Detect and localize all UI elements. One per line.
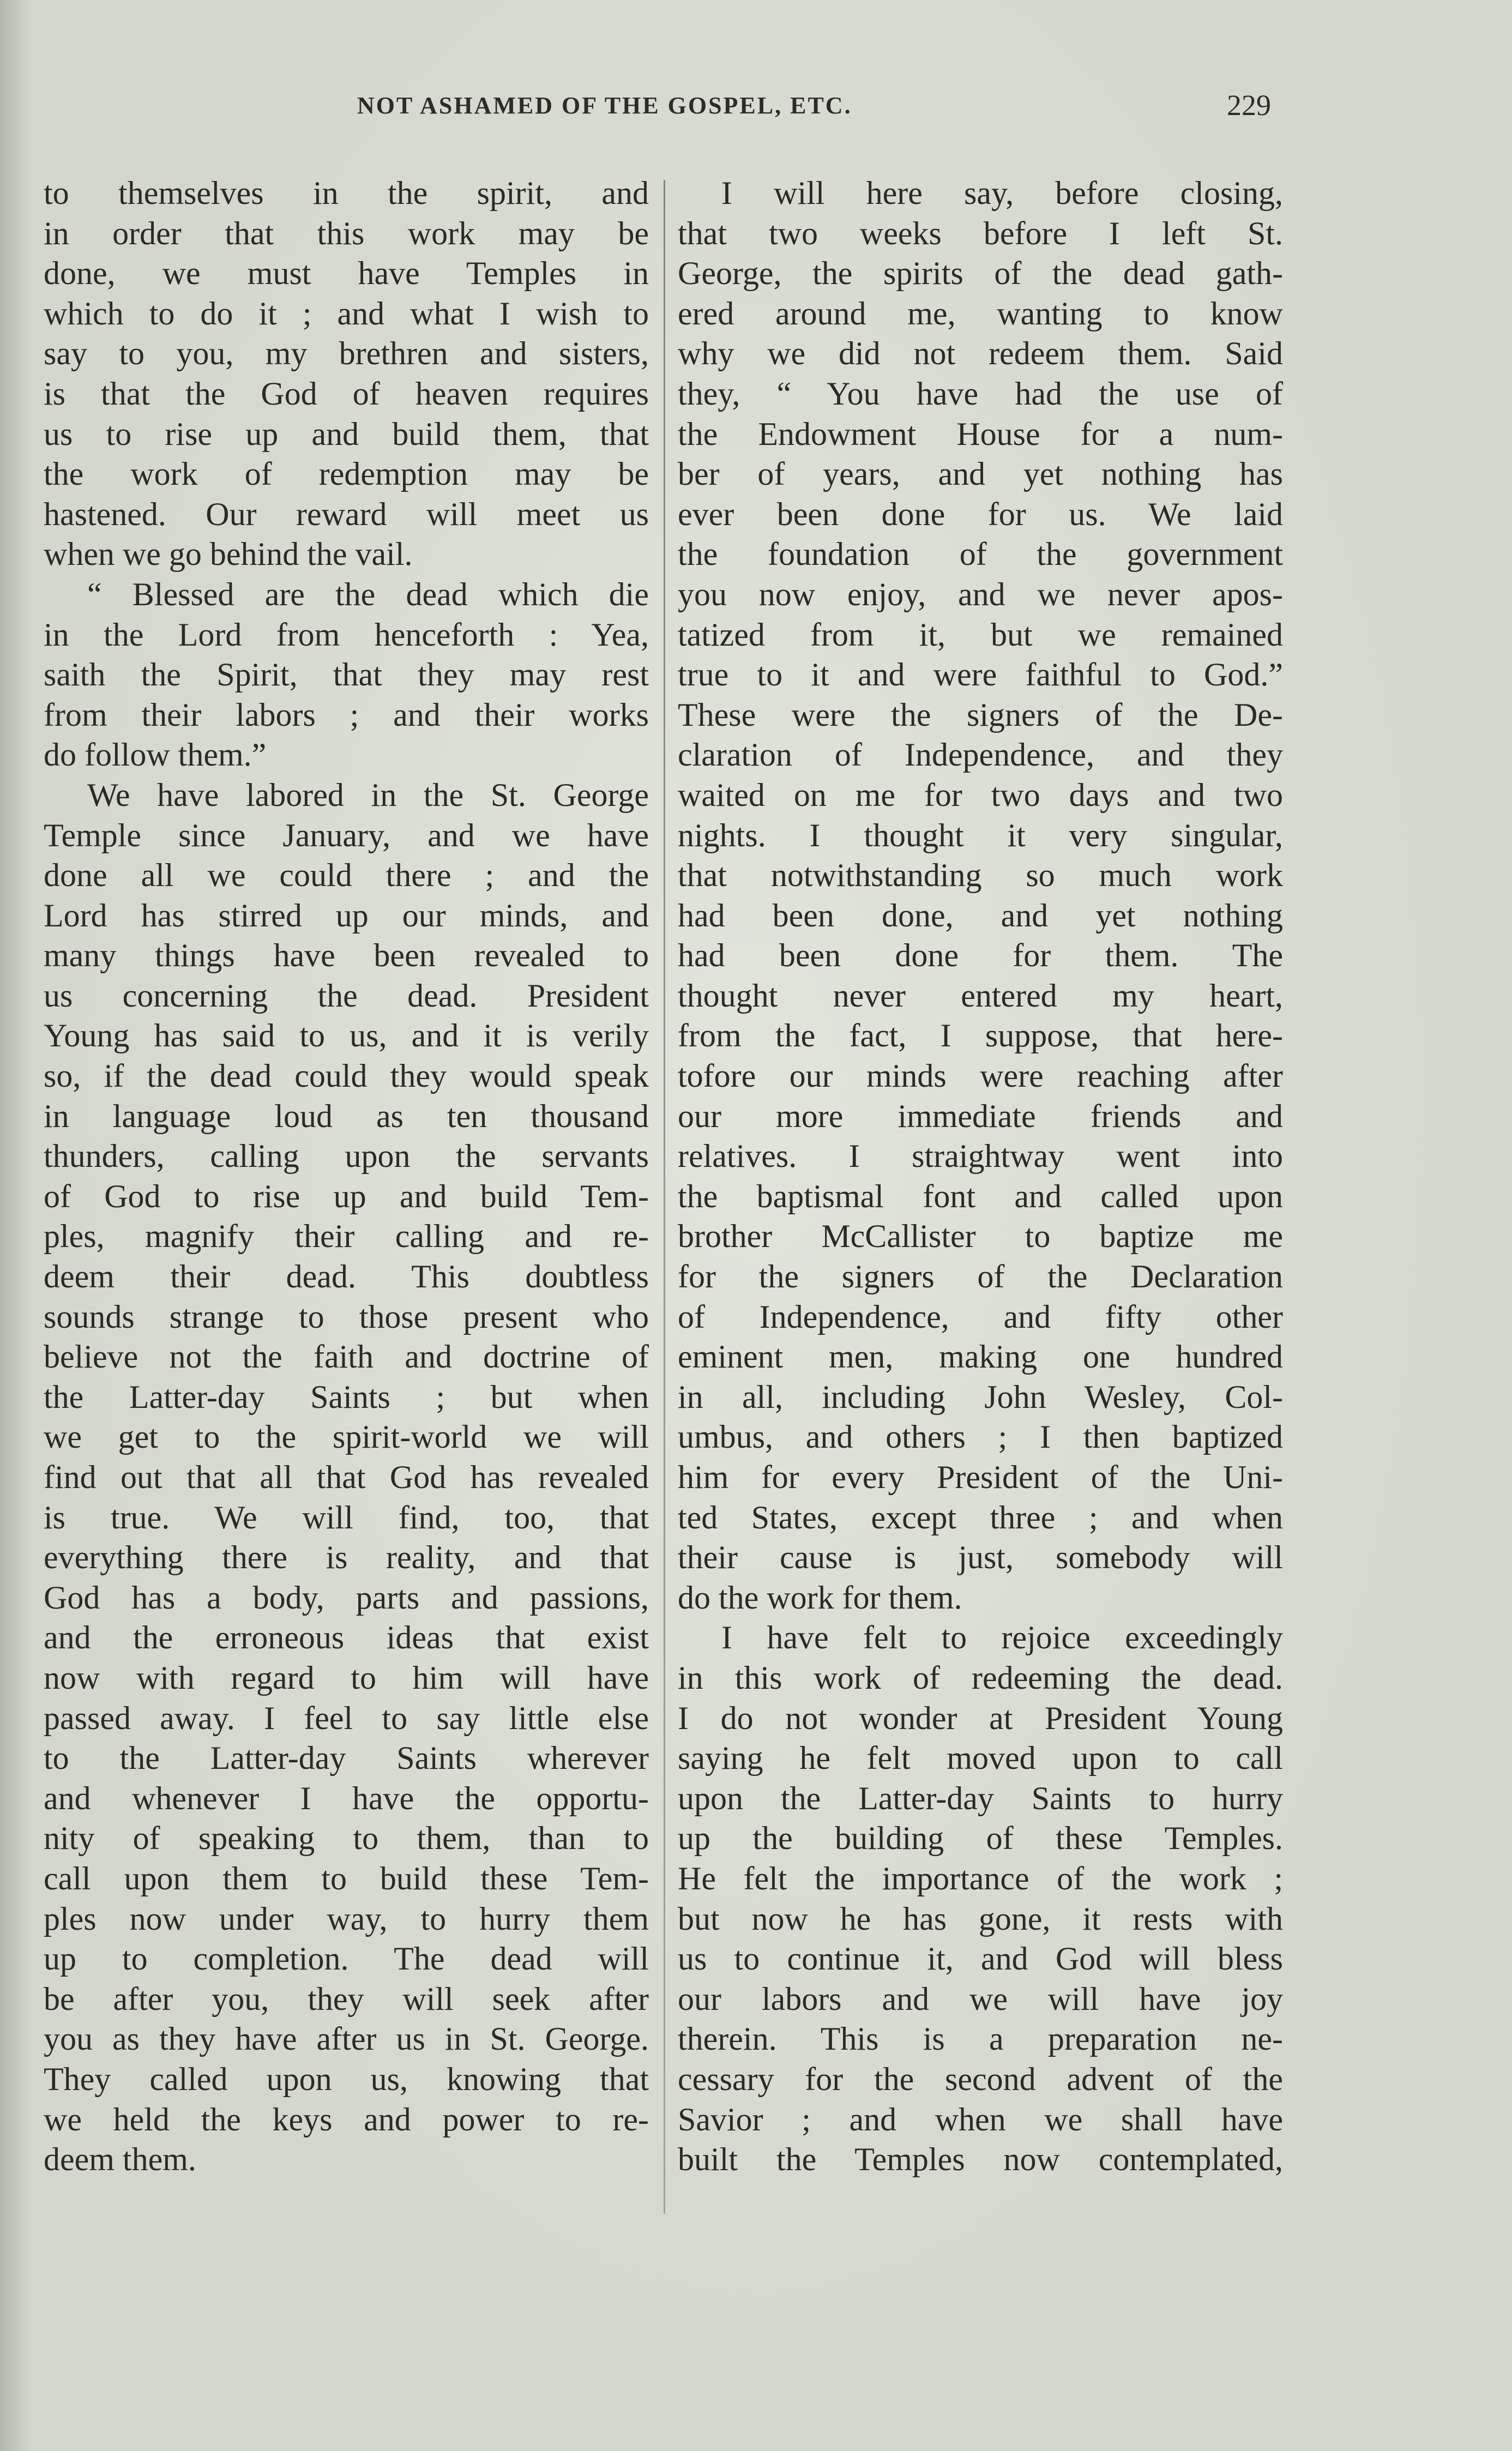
text-line: of God to rise up and build Tem- — [44, 1178, 649, 1214]
text-line: tofore our minds were reaching after — [678, 1058, 1283, 1094]
text-line: say to you, my brethren and sisters, — [44, 335, 649, 372]
left-column — [44, 173, 649, 2180]
text-line: when we go behind the vail. — [44, 536, 413, 573]
text-line: ever been done for us. We laid — [678, 496, 1283, 532]
text-line: built the Temples now contemplated, — [678, 2141, 1283, 2178]
text-line: the Endowment House for a num- — [678, 415, 1283, 452]
text-line: done all we could there ; and the — [44, 857, 649, 894]
text-line: to the Latter-day Saints wherever — [44, 1740, 649, 1776]
text-line: us to continue it, and God will bless — [678, 1941, 1283, 1977]
text-line: in order that this work may be — [44, 215, 649, 251]
text-line: umbus, and others ; I then baptized — [678, 1419, 1283, 1455]
text-line: do the work for them. — [678, 1579, 962, 1616]
text-line: nity of speaking to them, than to — [44, 1820, 649, 1857]
text-line: nights. I thought it very singular, — [678, 817, 1283, 853]
text-line: us concerning the dead. President — [44, 977, 649, 1014]
running-title: NOT ASHAMED OF THE GOSPEL, ETC. — [357, 92, 852, 119]
right-column — [678, 173, 1283, 2180]
text-line: their cause is just, somebody will — [678, 1539, 1283, 1576]
text-line: up to completion. The dead will — [44, 1941, 649, 1977]
text-line: George, the spirits of the dead gath- — [678, 255, 1283, 292]
text-line: from the fact, I suppose, that here- — [678, 1017, 1283, 1054]
text-line: we get to the spirit-world we will — [44, 1419, 649, 1455]
text-line: passed away. I feel to say little else — [44, 1700, 649, 1736]
text-line: thunders, calling upon the servants — [44, 1138, 649, 1175]
text-line: “ Blessed are the dead which die — [87, 576, 649, 612]
text-line: These were the signers of the De- — [678, 696, 1283, 733]
text-line: many things have been revealed to — [44, 937, 649, 974]
text-line: so, if the dead could they would speak — [44, 1058, 649, 1094]
text-line: waited on me for two days and two — [678, 776, 1283, 813]
text-line: our labors and we will have joy — [678, 1980, 1283, 2017]
text-line: believe not the faith and doctrine of — [44, 1339, 649, 1375]
text-line: Temple since January, and we have — [44, 817, 649, 853]
text-line: in the Lord from henceforth : Yea, — [44, 616, 649, 653]
text-line: Lord has stirred up our minds, and — [44, 897, 649, 934]
text-line: eminent men, making one hundred — [678, 1339, 1283, 1375]
text-line: I will here say, before closing, — [721, 175, 1283, 211]
text-line: you now enjoy, and we never apos- — [678, 576, 1283, 612]
text-line: which to do it ; and what I wish to — [44, 295, 649, 332]
text-line: of Independence, and fifty other — [678, 1298, 1283, 1335]
text-line: I have felt to rejoice exceedingly — [721, 1619, 1283, 1656]
text-line: ted States, except three ; and when — [678, 1499, 1283, 1535]
text-line: I do not wonder at President Young — [678, 1700, 1283, 1736]
text-line: the Latter-day Saints ; but when — [44, 1378, 649, 1415]
text-line: upon the Latter-day Saints to hurry — [678, 1780, 1283, 1816]
text-line: and whenever I have the opportu- — [44, 1780, 649, 1816]
text-line: be after you, they will seek after — [44, 1980, 649, 2017]
text-line: from their labors ; and their works — [44, 696, 649, 733]
page-number: 229 — [1227, 89, 1271, 122]
text-line: the baptismal font and called upon — [678, 1178, 1283, 1214]
text-line: the foundation of the government — [678, 536, 1283, 573]
text-line: our more immediate friends and — [678, 1098, 1283, 1134]
text-line: everything there is reality, and that — [44, 1539, 649, 1576]
text-line: is that the God of heaven requires — [44, 375, 649, 412]
text-line: him for every President of the Uni- — [678, 1459, 1283, 1495]
text-line: deem them. — [44, 2141, 196, 2178]
text-line: tatized from it, but we remained — [678, 616, 1283, 653]
page-header — [0, 89, 1512, 135]
text-line: Savior ; and when we shall have — [678, 2101, 1283, 2137]
text-line: that two weeks before I left St. — [678, 215, 1283, 251]
text-line: they, “ You have had the use of — [678, 375, 1283, 412]
text-line: cessary for the second advent of the — [678, 2061, 1283, 2097]
text-line: He felt the importance of the work ; — [678, 1860, 1283, 1896]
text-line: brother McCallister to baptize me — [678, 1218, 1283, 1255]
text-line: ples, magnify their calling and re- — [44, 1218, 649, 1255]
text-line: claration of Independence, and they — [678, 737, 1283, 773]
text-line: deem their dead. This doubtless — [44, 1258, 649, 1295]
column-divider — [664, 180, 665, 2214]
text-line: therein. This is a preparation ne- — [678, 2021, 1283, 2057]
text-line: the work of redemption may be — [44, 456, 649, 492]
text-line: and the erroneous ideas that exist — [44, 1619, 649, 1656]
text-line: us to rise up and build them, that — [44, 415, 649, 452]
text-line: sounds strange to those present who — [44, 1298, 649, 1335]
text-line: had been done for them. The — [678, 937, 1283, 974]
text-line: Young has said to us, and it is verily — [44, 1017, 649, 1054]
text-line: had been done, and yet nothing — [678, 897, 1283, 934]
text-line: ber of years, and yet nothing has — [678, 456, 1283, 492]
text-line: They called upon us, knowing that — [44, 2061, 649, 2097]
text-line: true to it and were faithful to God.” — [678, 657, 1283, 693]
text-line: why we did not redeem them. Said — [678, 335, 1283, 372]
text-line: now with regard to him will have — [44, 1659, 649, 1696]
text-line: find out that all that God has revealed — [44, 1459, 649, 1495]
text-line: we held the keys and power to re- — [44, 2101, 649, 2137]
text-line: that notwithstanding so much work — [678, 857, 1283, 894]
text-line: God has a body, parts and passions, — [44, 1579, 649, 1616]
text-line: in this work of redeeming the dead. — [678, 1659, 1283, 1696]
text-line: saying he felt moved upon to call — [678, 1740, 1283, 1776]
text-line: in all, including John Wesley, Col- — [678, 1378, 1283, 1415]
text-line: ples now under way, to hurry them — [44, 1900, 649, 1937]
text-line: is true. We will find, too, that — [44, 1499, 649, 1535]
text-line: saith the Spirit, that they may rest — [44, 657, 649, 693]
text-line: up the building of these Temples. — [678, 1820, 1283, 1857]
text-line: ered around me, wanting to know — [678, 295, 1283, 332]
text-line: call upon them to build these Tem- — [44, 1860, 649, 1896]
text-line: in language loud as ten thousand — [44, 1098, 649, 1134]
text-line: you as they have after us in St. George. — [44, 2021, 649, 2057]
text-line: We have labored in the St. George — [87, 776, 649, 813]
text-line: done, we must have Temples in — [44, 255, 649, 292]
text-line: but now he has gone, it rests with — [678, 1900, 1283, 1937]
text-line: thought never entered my heart, — [678, 977, 1283, 1014]
text-line: for the signers of the Declaration — [678, 1258, 1283, 1295]
text-line: do follow them.” — [44, 737, 267, 773]
text-line: relatives. I straightway went into — [678, 1138, 1283, 1175]
text-line: hastened. Our reward will meet us — [44, 496, 649, 532]
text-line: to themselves in the spirit, and — [44, 175, 649, 211]
